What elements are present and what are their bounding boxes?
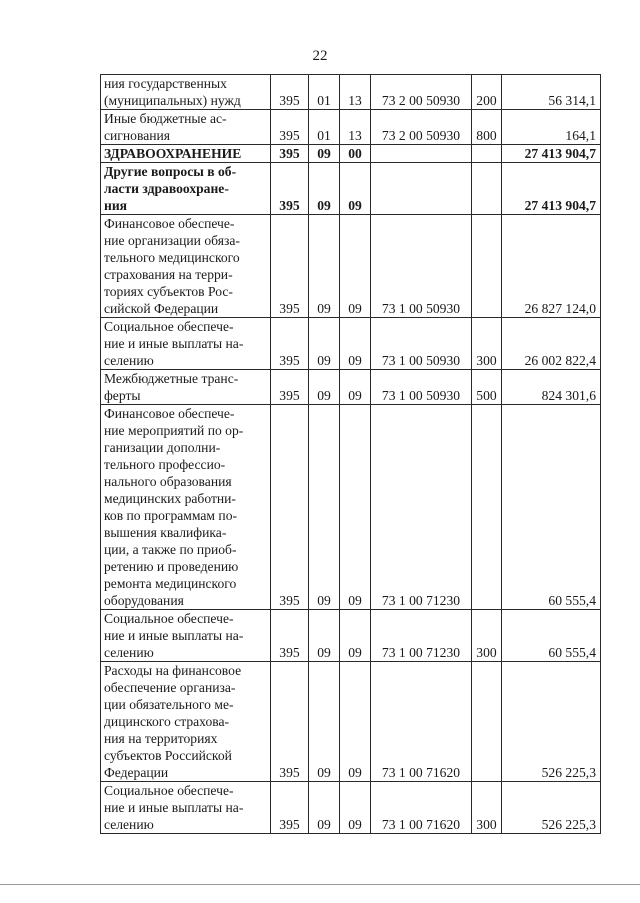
row-subsection-cell: 09	[340, 215, 371, 318]
row-expense-type-cell: 500	[472, 370, 502, 405]
table-row	[101, 163, 601, 215]
row-section-cell: 01	[309, 110, 340, 145]
row-amount-cell: 60 555,4	[502, 610, 601, 662]
row-grbs-cell: 395	[271, 163, 309, 215]
row-amount-cell: 526 225,3	[502, 662, 601, 782]
row-expense-type-cell	[472, 215, 502, 318]
row-section-cell: 09	[309, 163, 340, 215]
row-name-cell: ЗДРАВООХРАНЕНИЕ	[101, 145, 271, 163]
row-grbs-cell: 395	[271, 405, 309, 610]
row-name-cell: Расходы на финансовое обеспечение организа- ции обязательного ме- дицинского страхова- ния на территориях субъектов Российской Федерации	[101, 662, 271, 782]
row-expense-type-cell	[472, 163, 502, 215]
row-name-cell: Иные бюджетные ас- сигнования	[101, 110, 271, 145]
row-grbs-cell: 395	[271, 145, 309, 163]
row-amount-cell: 27 413 904,7	[502, 145, 601, 163]
budget-table	[100, 74, 601, 834]
table-row	[101, 662, 601, 782]
row-expense-type-cell	[472, 662, 502, 782]
row-grbs-cell: 395	[271, 75, 309, 110]
row-subsection-cell: 09	[340, 662, 371, 782]
table-row	[101, 782, 601, 834]
row-grbs-cell: 395	[271, 370, 309, 405]
row-grbs-cell: 395	[271, 215, 309, 318]
table-row	[101, 215, 601, 318]
row-amount-cell: 824 301,6	[502, 370, 601, 405]
row-grbs-cell: 395	[271, 662, 309, 782]
row-section-cell: 01	[309, 75, 340, 110]
row-target-article-cell: 73 1 00 50930	[371, 318, 472, 370]
row-subsection-cell: 09	[340, 318, 371, 370]
row-target-article-cell: 73 1 00 71230	[371, 405, 472, 610]
row-amount-cell: 164,1	[502, 110, 601, 145]
row-target-article-cell: 73 2 00 50930	[371, 75, 472, 110]
row-section-cell: 09	[309, 318, 340, 370]
row-target-article-cell	[371, 163, 472, 215]
row-expense-type-cell	[472, 405, 502, 610]
table-row	[101, 145, 601, 163]
row-expense-type-cell: 300	[472, 610, 502, 662]
row-amount-cell: 56 314,1	[502, 75, 601, 110]
row-section-cell: 09	[309, 782, 340, 834]
row-target-article-cell: 73 2 00 50930	[371, 110, 472, 145]
row-target-article-cell: 73 1 00 50930	[371, 370, 472, 405]
row-subsection-cell: 09	[340, 370, 371, 405]
row-amount-cell: 26 827 124,0	[502, 215, 601, 318]
row-subsection-cell: 09	[340, 163, 371, 215]
table-row	[101, 318, 601, 370]
row-name-cell: Другие вопросы в об- ласти здравоохране- ния	[101, 163, 271, 215]
row-grbs-cell: 395	[271, 610, 309, 662]
row-name-cell: Финансовое обеспече- ние мероприятий по ор- ганизации дополни- тельного профессио- нального образования медицинских работни- ков по программам по- вышения квалифика- ции, а также по приоб- ретению и проведению ремонта медицинского оборудования	[101, 405, 271, 610]
row-grbs-cell: 395	[271, 110, 309, 145]
row-subsection-cell: 09	[340, 610, 371, 662]
row-name-cell: Социальное обеспече- ние и иные выплаты на- селению	[101, 610, 271, 662]
row-name-cell: Финансовое обеспече- ние организации обяза- тельного медицинского страхования на терри- ториях субъектов Рос- сийской Федерации	[101, 215, 271, 318]
row-subsection-cell: 09	[340, 405, 371, 610]
table-body	[101, 75, 601, 834]
row-target-article-cell: 73 1 00 71620	[371, 782, 472, 834]
row-section-cell: 09	[309, 145, 340, 163]
row-amount-cell: 526 225,3	[502, 782, 601, 834]
row-target-article-cell: 73 1 00 71230	[371, 610, 472, 662]
table-row	[101, 370, 601, 405]
row-name-cell: ния государственных (муниципальных) нужд	[101, 75, 271, 110]
row-expense-type-cell	[472, 145, 502, 163]
row-name-cell: Межбюджетные транс- ферты	[101, 370, 271, 405]
table-row	[101, 75, 601, 110]
row-section-cell: 09	[309, 662, 340, 782]
row-amount-cell: 26 002 822,4	[502, 318, 601, 370]
row-name-cell: Социальное обеспече- ние и иные выплаты на- селению	[101, 318, 271, 370]
row-expense-type-cell: 300	[472, 782, 502, 834]
row-subsection-cell: 13	[340, 110, 371, 145]
row-target-article-cell: 73 1 00 71620	[371, 662, 472, 782]
row-grbs-cell: 395	[271, 318, 309, 370]
table-row	[101, 110, 601, 145]
page-bottom-rule	[0, 884, 640, 885]
row-amount-cell: 60 555,4	[502, 405, 601, 610]
row-section-cell: 09	[309, 215, 340, 318]
row-section-cell: 09	[309, 610, 340, 662]
row-name-cell: Социальное обеспече- ние и иные выплаты на- селению	[101, 782, 271, 834]
page-number: 22	[312, 48, 328, 64]
row-expense-type-cell: 200	[472, 75, 502, 110]
row-expense-type-cell: 300	[472, 318, 502, 370]
row-subsection-cell: 13	[340, 75, 371, 110]
table-row	[101, 610, 601, 662]
table-row	[101, 405, 601, 610]
row-subsection-cell: 09	[340, 782, 371, 834]
row-expense-type-cell: 800	[472, 110, 502, 145]
row-amount-cell: 27 413 904,7	[502, 163, 601, 215]
row-section-cell: 09	[309, 370, 340, 405]
row-grbs-cell: 395	[271, 782, 309, 834]
row-target-article-cell	[371, 145, 472, 163]
row-subsection-cell: 00	[340, 145, 371, 163]
row-section-cell: 09	[309, 405, 340, 610]
row-target-article-cell: 73 1 00 50930	[371, 215, 472, 318]
